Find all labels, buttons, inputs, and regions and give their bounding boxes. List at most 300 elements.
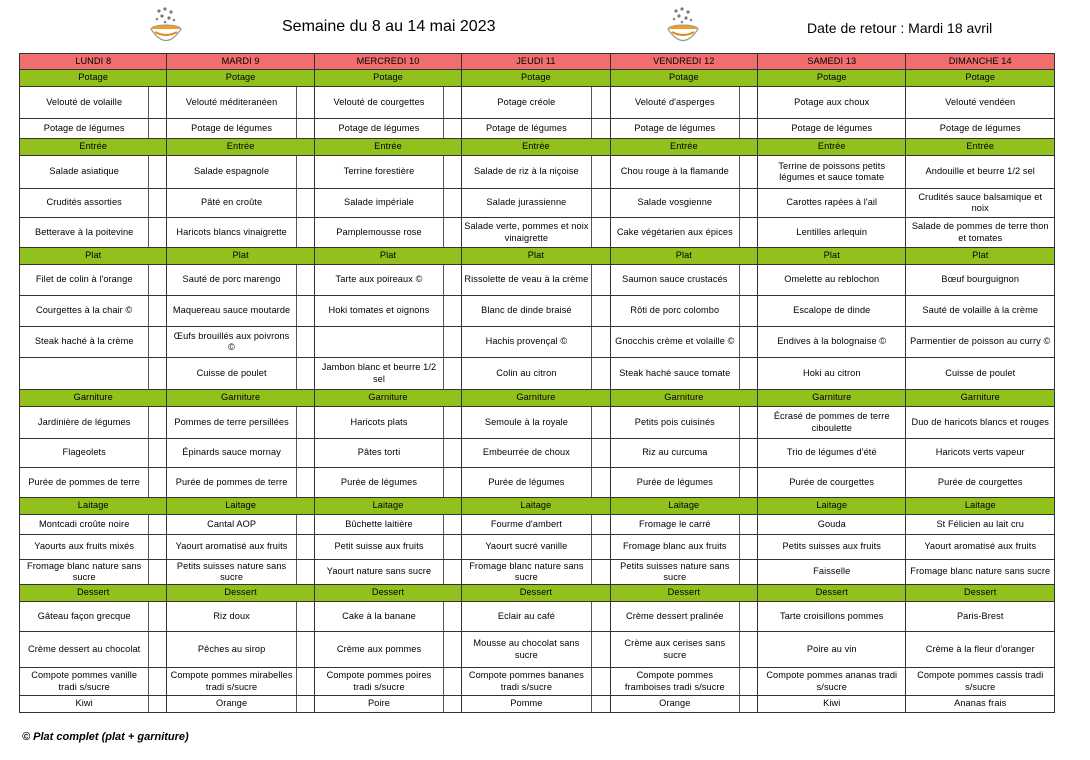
menu-item: Crème aux pommes <box>314 632 443 668</box>
menu-item: Petits pois cuisinés <box>610 407 739 439</box>
category-header: Dessert <box>167 585 314 602</box>
category-header: Potage <box>462 70 610 87</box>
category-header: Garniture <box>167 390 314 407</box>
menu-item: Crudités assorties <box>20 189 149 218</box>
day-header: MARDI 9 <box>167 54 314 70</box>
menu-item: Sauté de volaille à la crème <box>906 296 1055 327</box>
menu-item: Trio de légumes d'été <box>758 439 906 468</box>
menu-item: Gouda <box>758 515 906 535</box>
menu-item-extra <box>149 119 167 139</box>
menu-item: Fromage blanc nature sans sucre <box>462 560 591 585</box>
menu-row <box>20 602 1055 632</box>
category-header: Dessert <box>758 585 906 602</box>
menu-item-extra <box>444 358 462 390</box>
menu-row <box>20 668 1055 696</box>
menu-item-extra <box>444 632 462 668</box>
menu-item: Yaourt sucré vanille <box>462 535 591 560</box>
menu-item-extra <box>149 602 167 632</box>
category-header: Plat <box>462 248 610 265</box>
menu-item-extra <box>444 560 462 585</box>
category-header: Garniture <box>758 390 906 407</box>
menu-item-extra <box>296 632 314 668</box>
menu-item-extra <box>739 296 757 327</box>
menu-item-extra <box>149 265 167 296</box>
menu-item: Haricots plats <box>314 407 443 439</box>
category-header: Dessert <box>906 585 1055 602</box>
menu-item-extra <box>149 560 167 585</box>
menu-item-extra <box>296 515 314 535</box>
menu-item: Omelette au reblochon <box>758 265 906 296</box>
menu-item-extra <box>444 468 462 498</box>
menu-row <box>20 327 1055 358</box>
menu-item: Andouille et beurre 1/2 sel <box>906 156 1055 189</box>
menu-item-extra <box>296 535 314 560</box>
menu-item-extra <box>591 358 610 390</box>
menu-item: Poire au vin <box>758 632 906 668</box>
category-header: Garniture <box>462 390 610 407</box>
menu-item-extra <box>739 439 757 468</box>
menu-item-extra <box>296 358 314 390</box>
menu-row <box>20 560 1055 585</box>
category-header: Garniture <box>906 390 1055 407</box>
menu-item: Mousse au chocolat sans sucre <box>462 632 591 668</box>
menu-item-extra <box>149 439 167 468</box>
menu-item: Endives à la bolognaise © <box>758 327 906 358</box>
category-row <box>20 498 1055 515</box>
menu-item-extra <box>739 696 757 713</box>
menu-item: Salade espagnole <box>167 156 296 189</box>
menu-item-extra <box>739 632 757 668</box>
menu-item-extra <box>591 515 610 535</box>
menu-row <box>20 515 1055 535</box>
footnote: © Plat complet (plat + garniture) <box>22 731 189 743</box>
category-row <box>20 390 1055 407</box>
menu-item: Crème dessert pralinée <box>610 602 739 632</box>
menu-item: Filet de colin à l'orange <box>20 265 149 296</box>
menu-item-extra <box>591 560 610 585</box>
menu-item: Œufs brouillés aux poivrons © <box>167 327 296 358</box>
menu-item: Écrasé de pommes de terre ciboulette <box>758 407 906 439</box>
menu-item-extra <box>444 265 462 296</box>
menu-item: Hoki au citron <box>758 358 906 390</box>
category-header: Potage <box>906 70 1055 87</box>
menu-item: Kiwi <box>20 696 149 713</box>
menu-item-extra <box>591 668 610 696</box>
menu-row <box>20 119 1055 139</box>
menu-item-extra <box>739 327 757 358</box>
menu-item: Fromage blanc aux fruits <box>610 535 739 560</box>
menu-item-extra <box>296 189 314 218</box>
menu-item-extra <box>444 602 462 632</box>
menu-item: Compote pommes framboises tradi s/sucre <box>610 668 739 696</box>
menu-item-extra <box>444 119 462 139</box>
menu-row <box>20 87 1055 119</box>
menu-item: Blanc de dinde braisé <box>462 296 591 327</box>
menu-row <box>20 696 1055 713</box>
menu-item: Maquereau sauce moutarde <box>167 296 296 327</box>
category-header: Plat <box>758 248 906 265</box>
category-header: Laitage <box>20 498 167 515</box>
menu-item-extra <box>444 87 462 119</box>
menu-item-extra <box>739 189 757 218</box>
menu-item: Ananas frais <box>906 696 1055 713</box>
menu-item-extra <box>149 696 167 713</box>
menu-item: Potage de légumes <box>20 119 149 139</box>
menu-item-extra <box>149 327 167 358</box>
category-row <box>20 248 1055 265</box>
category-header: Laitage <box>314 498 461 515</box>
menu-item-extra <box>296 156 314 189</box>
category-header: Potage <box>314 70 461 87</box>
day-header: MERCREDI 10 <box>314 54 461 70</box>
menu-item-extra <box>591 535 610 560</box>
category-row <box>20 585 1055 602</box>
menu-item-extra <box>739 515 757 535</box>
category-header: Laitage <box>610 498 757 515</box>
menu-item: Potage créole <box>462 87 591 119</box>
menu-item-extra <box>444 296 462 327</box>
menu-item: Bœuf bourguignon <box>906 265 1055 296</box>
menu-row <box>20 189 1055 218</box>
menu-item: Yaourt aromatisé aux fruits <box>167 535 296 560</box>
menu-item: Purée de légumes <box>314 468 443 498</box>
menu-item-extra <box>149 407 167 439</box>
menu-item-extra <box>591 407 610 439</box>
menu-item-extra <box>149 156 167 189</box>
menu-item: Salade jurassienne <box>462 189 591 218</box>
menu-item-extra <box>739 668 757 696</box>
menu-item: Orange <box>610 696 739 713</box>
menu-item-extra <box>444 535 462 560</box>
menu-item-extra <box>591 218 610 248</box>
menu-row <box>20 156 1055 189</box>
menu-item-extra <box>444 668 462 696</box>
category-header: Garniture <box>314 390 461 407</box>
category-header: Potage <box>610 70 757 87</box>
menu-item: Crème à la fleur d'oranger <box>906 632 1055 668</box>
day-header: VENDREDI 12 <box>610 54 757 70</box>
menu-item-extra <box>296 560 314 585</box>
category-header: Dessert <box>314 585 461 602</box>
category-header: Entrée <box>758 139 906 156</box>
menu-item: Faisselle <box>758 560 906 585</box>
menu-item-extra <box>739 119 757 139</box>
menu-item: Cuisse de poulet <box>167 358 296 390</box>
menu-item-extra <box>739 358 757 390</box>
menu-row <box>20 218 1055 248</box>
menu-item: Courgettes à la chair © <box>20 296 149 327</box>
menu-item: Hoki tomates et oignons <box>314 296 443 327</box>
menu-item: Purée de courgettes <box>906 468 1055 498</box>
category-header: Plat <box>610 248 757 265</box>
menu-item-extra <box>591 327 610 358</box>
menu-item: Purée de pommes de terre <box>20 468 149 498</box>
menu-item-extra <box>444 696 462 713</box>
menu-item: Velouté méditeranéen <box>167 87 296 119</box>
menu-item: Petits suisses nature sans sucre <box>610 560 739 585</box>
menu-item-extra <box>296 407 314 439</box>
menu-item-extra <box>296 296 314 327</box>
category-header: Plat <box>314 248 461 265</box>
menu-item: Fourme d'ambert <box>462 515 591 535</box>
menu-item: Purée de légumes <box>610 468 739 498</box>
menu-item-extra <box>296 602 314 632</box>
menu-item: Fromage le carré <box>610 515 739 535</box>
menu-item-extra <box>591 439 610 468</box>
menu-item: Potage de légumes <box>462 119 591 139</box>
menu-item-extra <box>149 468 167 498</box>
menu-item: Purée de pommes de terre <box>167 468 296 498</box>
return-date: Date de retour : Mardi 18 avril <box>807 20 993 36</box>
menu-item-extra <box>296 327 314 358</box>
menu-item-extra <box>444 156 462 189</box>
soup-bowl-icon <box>664 6 702 46</box>
menu-item-extra <box>149 535 167 560</box>
category-row <box>20 139 1055 156</box>
menu-item: St Félicien au lait cru <box>906 515 1055 535</box>
menu-item: Jambon blanc et beurre 1/2 sel <box>314 358 443 390</box>
category-header: Entrée <box>906 139 1055 156</box>
menu-row <box>20 358 1055 390</box>
menu-item-extra <box>444 218 462 248</box>
menu-row <box>20 296 1055 327</box>
menu-item-extra <box>591 265 610 296</box>
day-header: DIMANCHE 14 <box>906 54 1055 70</box>
menu-item-extra <box>444 407 462 439</box>
menu-item-extra <box>296 265 314 296</box>
menu-item: Orange <box>167 696 296 713</box>
category-header: Laitage <box>167 498 314 515</box>
category-header: Plat <box>167 248 314 265</box>
menu-item: Cantal AOP <box>167 515 296 535</box>
menu-item: Petits suisses nature sans sucre <box>167 560 296 585</box>
menu-item: Kiwi <box>758 696 906 713</box>
menu-item: Potage de légumes <box>610 119 739 139</box>
menu-item-extra <box>296 218 314 248</box>
menu-item: Rissolette de veau à la crème <box>462 265 591 296</box>
day-header: SAMEDI 13 <box>758 54 906 70</box>
category-row <box>20 70 1055 87</box>
menu-item <box>314 327 443 358</box>
category-header: Entrée <box>314 139 461 156</box>
category-header: Laitage <box>758 498 906 515</box>
menu-item-extra <box>149 189 167 218</box>
menu-item: Yaourt nature sans sucre <box>314 560 443 585</box>
menu-item: Salade impériale <box>314 189 443 218</box>
menu-item: Pommes de terre persillées <box>167 407 296 439</box>
menu-item: Épinards sauce mornay <box>167 439 296 468</box>
menu-item: Bûchette laitière <box>314 515 443 535</box>
menu-item: Petits suisses aux fruits <box>758 535 906 560</box>
menu-item-extra <box>296 468 314 498</box>
menu-item-extra <box>739 265 757 296</box>
menu-item: Compote pommes mirabelles tradi s/sucre <box>167 668 296 696</box>
menu-item: Compote pommes vanille tradi s/sucre <box>20 668 149 696</box>
menu-item: Terrine de poissons petits légumes et sauce tomate <box>758 156 906 189</box>
menu-item-extra <box>739 87 757 119</box>
menu-item-extra <box>149 218 167 248</box>
menu-item: Salade vosgienne <box>610 189 739 218</box>
menu-item: Tarte aux poireaux © <box>314 265 443 296</box>
menu-item: Jardinière de légumes <box>20 407 149 439</box>
menu-item: Potage de légumes <box>906 119 1055 139</box>
category-header: Potage <box>758 70 906 87</box>
menu-item: Riz au curcuma <box>610 439 739 468</box>
menu-item: Pomme <box>462 696 591 713</box>
page-header <box>0 0 1090 52</box>
menu-item: Gnocchis crème et volaille © <box>610 327 739 358</box>
menu-row <box>20 632 1055 668</box>
menu-item: Salade verte, pommes et noix vinaigrette <box>462 218 591 248</box>
menu-item: Compote pommes poires tradi s/sucre <box>314 668 443 696</box>
menu-item: Pâté en croûte <box>167 189 296 218</box>
menu-item: Crème aux cerises sans sucre <box>610 632 739 668</box>
category-header: Dessert <box>462 585 610 602</box>
menu-item-extra <box>739 602 757 632</box>
menu-item: Poire <box>314 696 443 713</box>
category-header: Garniture <box>610 390 757 407</box>
menu-item-extra <box>296 87 314 119</box>
category-header: Garniture <box>20 390 167 407</box>
menu-item: Velouté d'asperges <box>610 87 739 119</box>
category-header: Entrée <box>20 139 167 156</box>
menu-item-extra <box>591 189 610 218</box>
menu-item-extra <box>149 358 167 390</box>
menu-item: Saumon sauce crustacés <box>610 265 739 296</box>
menu-item-extra <box>739 407 757 439</box>
day-header-row <box>20 54 1055 70</box>
menu-item: Hachis provençal © <box>462 327 591 358</box>
menu-item: Haricots verts vapeur <box>906 439 1055 468</box>
soup-bowl-icon <box>147 6 185 46</box>
category-header: Plat <box>906 248 1055 265</box>
menu-item: Escalope de dinde <box>758 296 906 327</box>
menu-item: Flageolets <box>20 439 149 468</box>
menu-item: Embeurrée de choux <box>462 439 591 468</box>
menu-row <box>20 468 1055 498</box>
menu-item: Potage de légumes <box>314 119 443 139</box>
menu-item-extra <box>591 468 610 498</box>
menu-item: Terrine forestière <box>314 156 443 189</box>
category-header: Entrée <box>167 139 314 156</box>
menu-item: Colin au citron <box>462 358 591 390</box>
category-header: Laitage <box>906 498 1055 515</box>
menu-item: Salade de pommes de terre thon et tomates <box>906 218 1055 248</box>
day-header: JEUDI 11 <box>462 54 610 70</box>
menu-item: Velouté vendéen <box>906 87 1055 119</box>
menu-item: Potage de légumes <box>167 119 296 139</box>
menu-item-extra <box>591 119 610 139</box>
menu-row <box>20 439 1055 468</box>
menu-item-extra <box>444 515 462 535</box>
menu-item: Purée de légumes <box>462 468 591 498</box>
menu-item: Pâtes torti <box>314 439 443 468</box>
menu-item-extra <box>591 696 610 713</box>
menu-item-extra <box>739 218 757 248</box>
menu-item: Duo de haricots blancs et rouges <box>906 407 1055 439</box>
menu-item: Betterave à la poitevine <box>20 218 149 248</box>
menu-item: Fromage blanc nature sans sucre <box>906 560 1055 585</box>
menu-item: Sauté de porc marengo <box>167 265 296 296</box>
menu-item-extra <box>149 515 167 535</box>
menu-item: Lentilles arlequin <box>758 218 906 248</box>
menu-item-extra <box>296 696 314 713</box>
menu-item-extra <box>739 535 757 560</box>
page-title: Semaine du 8 au 14 mai 2023 <box>282 18 496 35</box>
menu-item-extra <box>739 560 757 585</box>
category-header: Potage <box>167 70 314 87</box>
menu-item: Compote pommes cassis tradi s/sucre <box>906 668 1055 696</box>
menu-item: Potage aux choux <box>758 87 906 119</box>
menu-item: Pêches au sirop <box>167 632 296 668</box>
category-header: Entrée <box>462 139 610 156</box>
menu-item-extra <box>444 327 462 358</box>
menu-item: Steak haché à la crème <box>20 327 149 358</box>
menu-item: Yaourts aux fruits mixés <box>20 535 149 560</box>
category-header: Dessert <box>610 585 757 602</box>
menu-item: Chou rouge à la flamande <box>610 156 739 189</box>
menu-item-extra <box>739 468 757 498</box>
menu-item-extra <box>591 632 610 668</box>
menu-item-extra <box>591 87 610 119</box>
menu-item: Montcadi croûte noire <box>20 515 149 535</box>
menu-item: Tarte croisillons pommes <box>758 602 906 632</box>
category-header: Plat <box>20 248 167 265</box>
menu-table <box>19 53 1055 713</box>
menu-item: Pamplemousse rose <box>314 218 443 248</box>
menu-item: Cake à la banane <box>314 602 443 632</box>
menu-item-extra <box>296 439 314 468</box>
menu-item: Haricots blancs vinaigrette <box>167 218 296 248</box>
menu-item: Compote pommes bananes tradi s/sucre <box>462 668 591 696</box>
menu-item: Salade asiatique <box>20 156 149 189</box>
menu-item: Cuisse de poulet <box>906 358 1055 390</box>
menu-item: Eclair au café <box>462 602 591 632</box>
menu-item-extra <box>296 668 314 696</box>
menu-item: Crème dessert au chocolat <box>20 632 149 668</box>
menu-item-extra <box>149 87 167 119</box>
menu-item: Potage de légumes <box>758 119 906 139</box>
menu-row <box>20 535 1055 560</box>
menu-item-extra <box>149 668 167 696</box>
menu-item-extra <box>591 296 610 327</box>
day-header: LUNDI 8 <box>20 54 167 70</box>
menu-item: Velouté de courgettes <box>314 87 443 119</box>
menu-item-extra <box>296 119 314 139</box>
menu-item: Cake végétarien aux épices <box>610 218 739 248</box>
menu-item: Petit suisse aux fruits <box>314 535 443 560</box>
category-header: Potage <box>20 70 167 87</box>
menu-item-extra <box>149 632 167 668</box>
menu-item: Gâteau façon grecque <box>20 602 149 632</box>
menu-item <box>20 358 149 390</box>
menu-item-extra <box>591 602 610 632</box>
menu-item: Yaourt aromatisé aux fruits <box>906 535 1055 560</box>
category-header: Entrée <box>610 139 757 156</box>
menu-row <box>20 407 1055 439</box>
menu-item: Parmentier de poisson au curry © <box>906 327 1055 358</box>
category-header: Dessert <box>20 585 167 602</box>
menu-item-extra <box>591 156 610 189</box>
menu-item: Compote pommes ananas tradi s/sucre <box>758 668 906 696</box>
menu-row <box>20 265 1055 296</box>
menu-item: Semoule à la royale <box>462 407 591 439</box>
menu-item: Fromage blanc nature sans sucre <box>20 560 149 585</box>
menu-item: Paris-Brest <box>906 602 1055 632</box>
menu-item-extra <box>149 296 167 327</box>
menu-item: Purée de courgettes <box>758 468 906 498</box>
menu-item-extra <box>444 189 462 218</box>
